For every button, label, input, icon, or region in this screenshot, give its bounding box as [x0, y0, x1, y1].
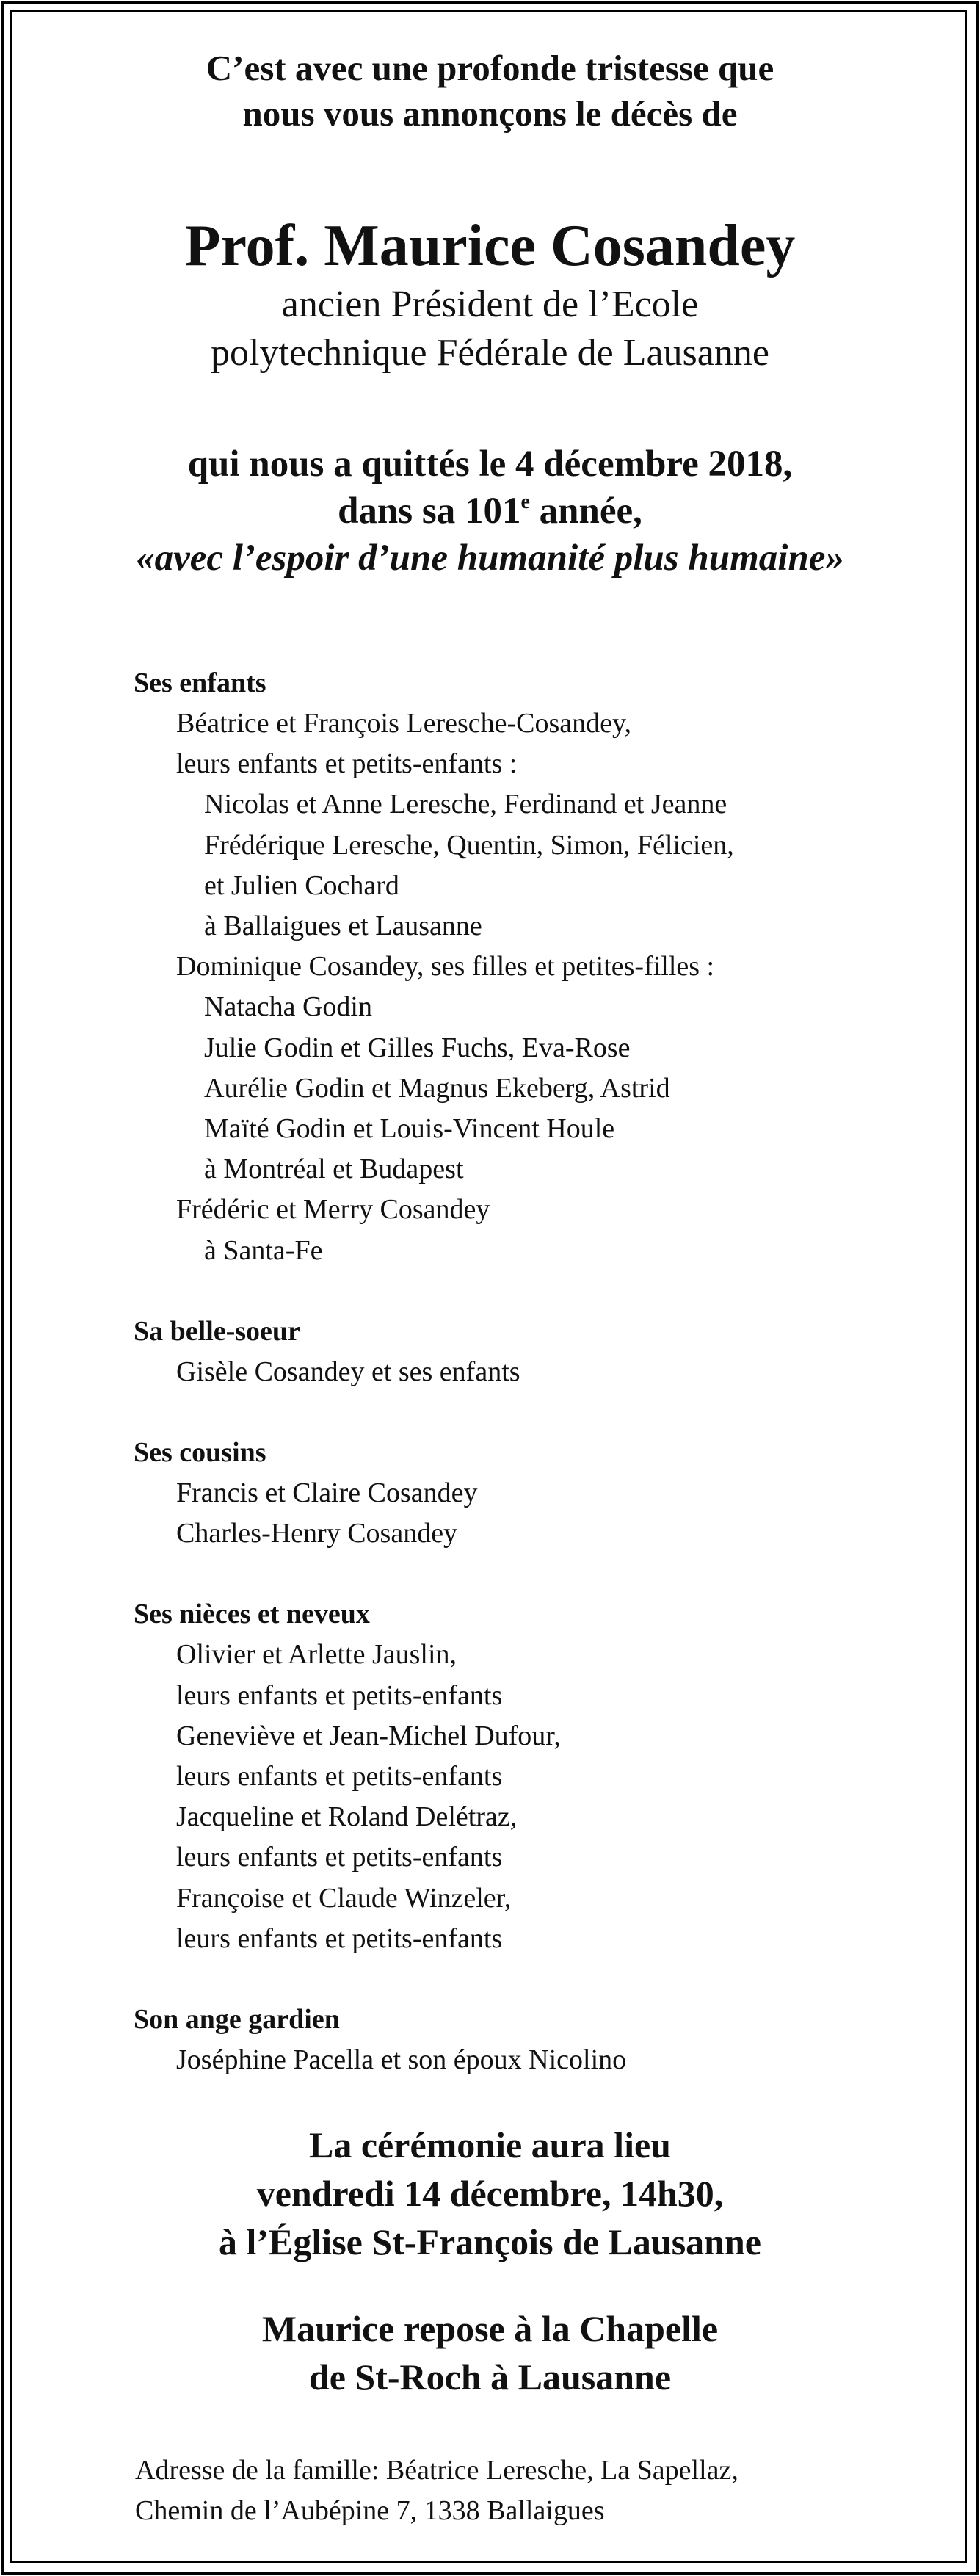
age-suffix: année, — [529, 491, 642, 532]
family-section-heading: Ses nièces et neveux — [134, 1599, 370, 1630]
deceased-name: Prof. Maurice Cosandey — [184, 214, 796, 278]
role-line-1: ancien Président de l’Ecole — [281, 283, 699, 325]
passing-quote: «avec l’espoir d’une humanité plus humaine» — [136, 538, 844, 579]
family-section — [134, 1594, 941, 1959]
family-member-line: Frédérique Leresche, Quentin, Simon, Félicien, — [204, 829, 734, 861]
passing-date: qui nous a quittés le 4 décembre 2018, — [187, 444, 793, 485]
family-member-line: Nicolas et Anne Leresche, Ferdinand et Jeanne — [204, 789, 727, 820]
family-address — [135, 2450, 943, 2531]
repose-line-1: Maurice repose à la Chapelle — [261, 2308, 719, 2349]
family-member-line: Natacha Godin — [204, 991, 372, 1023]
role-line-2: polytechnique Fédérale de Lausanne — [211, 332, 769, 374]
family-member-line: à Ballaigues et Lausanne — [204, 911, 482, 942]
family-member-line: leurs enfants et petits-enfants — [176, 1761, 503, 1792]
family-section-heading: Son ange gardien — [134, 2004, 340, 2036]
passing-age — [0, 488, 980, 535]
family-member-line: leurs enfants et petits-enfants — [176, 1922, 503, 1954]
family-member-line: Gisèle Cosandey et ses enfants — [176, 1356, 520, 1387]
ceremony-line-1: La cérémonie aura lieu — [309, 2124, 671, 2166]
family-member-line: à Montréal et Budapest — [204, 1154, 464, 1185]
passing-notice — [0, 441, 980, 582]
family-member-line: Frédéric et Merry Cosandey — [176, 1194, 490, 1226]
family-member-line: Aurélie Godin et Magnus Ekeberg, Astrid — [204, 1072, 670, 1104]
family-member-line: leurs enfants et petits-enfants — [176, 1842, 503, 1873]
age-prefix: dans sa 101 — [338, 491, 521, 532]
repose-line-2: de St-Roch à Lausanne — [308, 2356, 672, 2398]
address-line-1: Adresse de la famille: Béatrice Leresche, La Sapellaz, — [135, 2455, 738, 2486]
ceremony-location: à l’Église St-François de Lausanne — [219, 2221, 761, 2262]
address-line-2: Chemin de l’Aubépine 7, 1338 Ballaigues — [135, 2495, 605, 2526]
family-member-line: Olivier et Arlette Jauslin, — [176, 1639, 457, 1671]
family-member-line: Joséphine Pacella et son époux Nicolino — [176, 2044, 627, 2076]
family-section-heading: Ses cousins — [134, 1437, 266, 1469]
ceremony-info — [0, 2121, 980, 2266]
family-member-line: et Julien Cochard — [204, 869, 399, 901]
family-member-line: Jacqueline et Roland Delétraz, — [176, 1801, 518, 1833]
intro-line-1: C’est avec une profonde tristesse que — [206, 48, 774, 88]
repose-info — [0, 2304, 980, 2401]
family-member-line: Dominique Cosandey, ses filles et petites-filles : — [176, 951, 715, 983]
family-section — [134, 2000, 941, 2080]
family-member-line: Geneviève et Jean-Michel Dufour, — [176, 1720, 561, 1751]
family-list — [134, 663, 941, 2121]
family-section — [134, 663, 941, 1271]
intro-announcement — [0, 46, 980, 137]
deceased-role — [0, 281, 980, 377]
ceremony-date: vendredi 14 décembre, 14h30, — [256, 2173, 724, 2214]
intro-line-2: nous vous annonçons le décès de — [242, 93, 738, 134]
age-ordinal-suffix: e — [520, 491, 530, 513]
family-member-line: Francis et Claire Cosandey — [176, 1477, 478, 1509]
family-member-line: Charles-Henry Cosandey — [176, 1518, 458, 1549]
family-member-line: leurs enfants et petits-enfants : — [176, 748, 518, 780]
family-member-line: Maïté Godin et Louis-Vincent Houle — [204, 1113, 615, 1145]
family-member-line: Julie Godin et Gilles Fuchs, Eva-Rose — [204, 1032, 631, 1063]
family-member-line: à Santa-Fe — [204, 1234, 323, 1266]
family-member-line: Françoise et Claude Winzeler, — [176, 1882, 512, 1914]
family-member-line: Béatrice et François Leresche-Cosandey, — [176, 708, 632, 739]
family-section — [134, 1433, 941, 1554]
family-member-line: leurs enfants et petits-enfants — [176, 1679, 503, 1711]
family-section-heading: Ses enfants — [134, 667, 266, 698]
family-section-heading: Sa belle-soeur — [134, 1315, 300, 1347]
family-section — [134, 1311, 941, 1392]
